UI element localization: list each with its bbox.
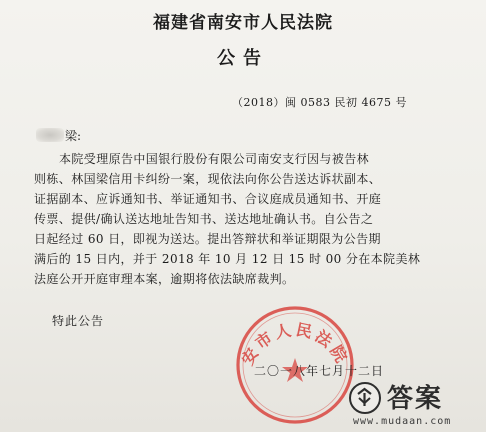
case-number: （2018）闽 0583 民初 4675 号 <box>232 96 407 109</box>
body-line: 日起经过 60 日，即视为送达。提出答辩状和举证期限为公告期 <box>34 232 381 246</box>
body-line: 本院受理原告中国银行股份有限公司南安支行因与被告林 <box>59 152 370 166</box>
notice-body <box>34 149 460 289</box>
redacted-name <box>36 128 64 142</box>
answer-logo-icon <box>349 382 381 414</box>
notice-date: 二〇一八年七月十二日 <box>254 364 385 378</box>
watermark-url: www.mudaan.com <box>353 416 452 427</box>
addressee <box>36 128 81 144</box>
court-name: 福建省南安市人民法院 <box>153 13 333 33</box>
watermark-brand: 答案 <box>387 384 444 414</box>
notice-title: 公告 <box>217 48 269 69</box>
watermark <box>345 378 485 432</box>
body-line: 则栋、林国梁信用卡纠纷一案，现依法向你公告送达诉状副本、 <box>34 172 382 186</box>
closing-statement: 特此公告 <box>52 314 105 328</box>
addressee-name: 梁: <box>65 129 82 143</box>
body-line: 证据副本、应诉通知书、举证通知书、合议庭成员通知书、开庭 <box>34 192 382 206</box>
body-line: 传票、提供/确认送达地址告知书、送达地址确认书。自公告之 <box>34 212 374 226</box>
seal-text: 安市人民法院 <box>237 319 353 369</box>
body-line: 法庭公开开庭审理本案，逾期将依法缺席裁判。 <box>34 272 295 286</box>
body-line: 满后的 15 日内，并于 2018 年 10 月 12 日 15 时 00 分在本院美林 <box>34 252 421 266</box>
